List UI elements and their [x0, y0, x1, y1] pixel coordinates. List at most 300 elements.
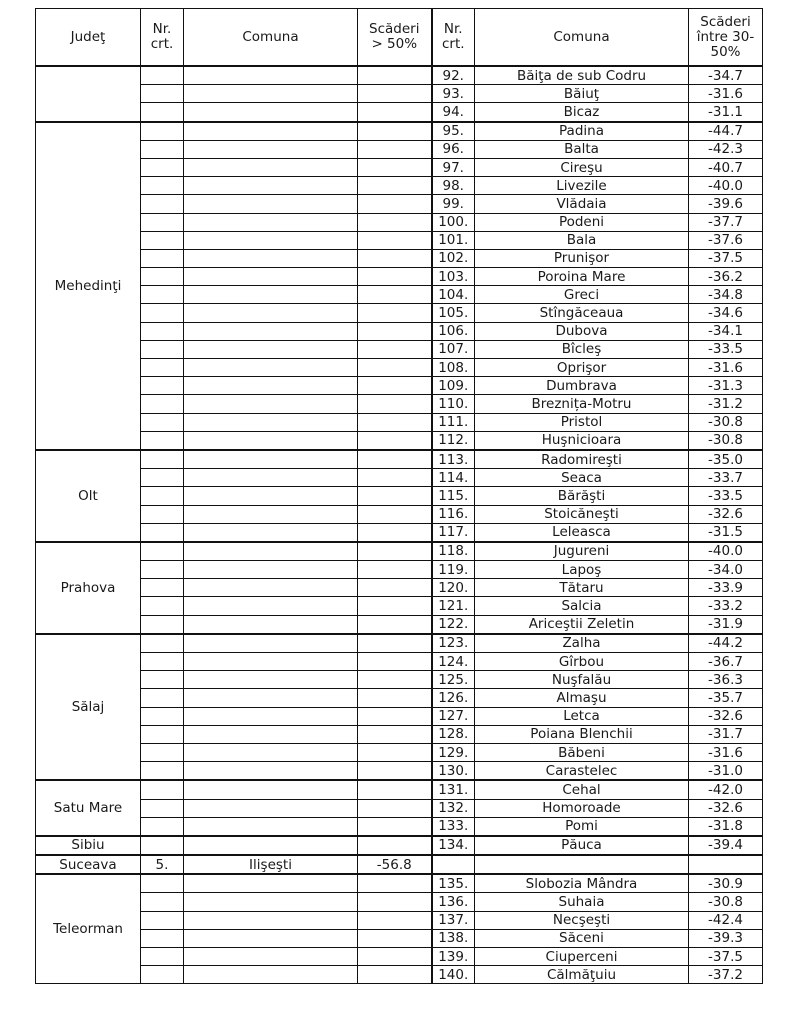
left-decrease-cell: [358, 542, 432, 561]
right-nr-cell: 126.: [432, 689, 475, 707]
table-row: [36, 122, 763, 141]
left-comuna-cell: [184, 653, 358, 671]
left-comuna-cell: [184, 948, 358, 966]
right-nr-cell: 129.: [432, 743, 475, 761]
left-comuna-cell: [184, 671, 358, 689]
left-decrease-cell: [358, 615, 432, 634]
right-nr-cell: 107.: [432, 340, 475, 358]
left-comuna-cell: [184, 817, 358, 836]
header-decrease-over-50: Scăderi > 50%: [358, 9, 432, 67]
left-decrease-cell: [358, 66, 432, 85]
right-comuna-cell: Seaca: [475, 469, 689, 487]
right-decrease-cell: -35.0: [689, 450, 763, 469]
right-comuna-cell: Cireşu: [475, 158, 689, 176]
right-nr-cell: 104.: [432, 286, 475, 304]
table-row: [36, 395, 763, 413]
right-decrease-cell: -34.1: [689, 322, 763, 340]
right-nr-cell: 121.: [432, 597, 475, 615]
right-nr-cell: 138.: [432, 929, 475, 947]
left-nr-cell: [141, 929, 184, 947]
left-comuna-cell: [184, 762, 358, 781]
left-comuna-cell: [184, 66, 358, 85]
left-decrease-cell: [358, 340, 432, 358]
right-nr-cell: 93.: [432, 85, 475, 103]
right-nr-cell: 114.: [432, 469, 475, 487]
right-comuna-cell: Carastelec: [475, 762, 689, 781]
left-comuna-cell: [184, 966, 358, 984]
right-decrease-cell: -31.6: [689, 85, 763, 103]
left-decrease-cell: [358, 231, 432, 249]
right-decrease-cell: [689, 855, 763, 874]
left-nr-cell: [141, 817, 184, 836]
right-comuna-cell: Greci: [475, 286, 689, 304]
left-decrease-cell: [358, 874, 432, 893]
left-comuna-cell: [184, 893, 358, 911]
left-nr-cell: [141, 836, 184, 855]
table-row: [36, 966, 763, 984]
left-nr-cell: [141, 874, 184, 893]
table-row: [36, 340, 763, 358]
left-nr-cell: [141, 597, 184, 615]
right-comuna-cell: Breznița-Motru: [475, 395, 689, 413]
right-nr-cell: 124.: [432, 653, 475, 671]
left-decrease-cell: [358, 523, 432, 542]
right-comuna-cell: Băiţa de sub Codru: [475, 66, 689, 85]
left-decrease-cell: [358, 450, 432, 469]
right-comuna-cell: Prunişor: [475, 249, 689, 267]
table-row: [36, 561, 763, 579]
left-nr-cell: [141, 725, 184, 743]
right-comuna-cell: Balta: [475, 140, 689, 158]
right-nr-cell: 108.: [432, 359, 475, 377]
left-comuna-cell: [184, 911, 358, 929]
right-nr-cell: 118.: [432, 542, 475, 561]
right-comuna-cell: Huşnicioara: [475, 431, 689, 450]
table-row: [36, 799, 763, 817]
left-nr-cell: [141, 780, 184, 799]
left-nr-cell: [141, 542, 184, 561]
left-comuna-cell: [184, 780, 358, 799]
left-nr-cell: [141, 743, 184, 761]
left-decrease-cell: [358, 836, 432, 855]
right-decrease-cell: -33.9: [689, 579, 763, 597]
table-row: [36, 85, 763, 103]
table-row: [36, 615, 763, 634]
right-comuna-cell: Stoicăneşti: [475, 505, 689, 523]
right-nr-cell: 100.: [432, 213, 475, 231]
right-decrease-cell: -40.7: [689, 158, 763, 176]
header-row: [36, 9, 763, 67]
table-row: [36, 213, 763, 231]
right-decrease-cell: -34.6: [689, 304, 763, 322]
left-decrease-cell: [358, 487, 432, 505]
right-nr-cell: 134.: [432, 836, 475, 855]
right-comuna-cell: Băiuţ: [475, 85, 689, 103]
left-nr-cell: [141, 799, 184, 817]
right-decrease-cell: -42.3: [689, 140, 763, 158]
left-decrease-cell: [358, 286, 432, 304]
right-nr-cell: 92.: [432, 66, 475, 85]
right-comuna-cell: Poroina Mare: [475, 268, 689, 286]
left-nr-cell: [141, 689, 184, 707]
left-decrease-cell: [358, 653, 432, 671]
right-nr-cell: 109.: [432, 377, 475, 395]
table-row: [36, 249, 763, 267]
table-row: [36, 505, 763, 523]
left-decrease-cell: [358, 762, 432, 781]
left-nr-cell: [141, 469, 184, 487]
right-nr-cell: 130.: [432, 762, 475, 781]
left-decrease-cell: [358, 304, 432, 322]
left-decrease-cell: [358, 249, 432, 267]
table-row: [36, 874, 763, 893]
right-decrease-cell: -33.7: [689, 469, 763, 487]
right-comuna-cell: Stîngăceaua: [475, 304, 689, 322]
right-nr-cell: 125.: [432, 671, 475, 689]
right-decrease-cell: -37.2: [689, 966, 763, 984]
right-nr-cell: 97.: [432, 158, 475, 176]
right-comuna-cell: Necşeşti: [475, 911, 689, 929]
left-nr-cell: [141, 66, 184, 85]
right-comuna-cell: Pristol: [475, 413, 689, 431]
right-nr-cell: 115.: [432, 487, 475, 505]
left-comuna-cell: [184, 268, 358, 286]
right-comuna-cell: Poiana Blenchii: [475, 725, 689, 743]
left-comuna-cell: [184, 359, 358, 377]
right-nr-cell: 112.: [432, 431, 475, 450]
right-nr-cell: 105.: [432, 304, 475, 322]
left-nr-cell: [141, 286, 184, 304]
left-nr-cell: [141, 85, 184, 103]
left-comuna-cell: [184, 377, 358, 395]
table-row: [36, 836, 763, 855]
right-comuna-cell: Vlădaia: [475, 195, 689, 213]
right-comuna-cell: Dumbrava: [475, 377, 689, 395]
table-row: [36, 762, 763, 781]
right-decrease-cell: -39.4: [689, 836, 763, 855]
right-decrease-cell: -30.8: [689, 413, 763, 431]
left-decrease-cell: [358, 195, 432, 213]
right-nr-cell: 127.: [432, 707, 475, 725]
right-nr-cell: 111.: [432, 413, 475, 431]
left-decrease-cell: [358, 671, 432, 689]
left-comuna-cell: [184, 122, 358, 141]
left-nr-cell: [141, 377, 184, 395]
left-nr-cell: [141, 122, 184, 141]
left-comuna-cell: [184, 743, 358, 761]
right-decrease-cell: -40.0: [689, 542, 763, 561]
right-comuna-cell: Nuşfalău: [475, 671, 689, 689]
county-cell: Mehedinţi: [36, 122, 141, 450]
left-comuna-cell: [184, 85, 358, 103]
left-comuna-cell: [184, 158, 358, 176]
right-nr-cell: 96.: [432, 140, 475, 158]
table-row: [36, 929, 763, 947]
right-nr-cell: 136.: [432, 893, 475, 911]
right-decrease-cell: -36.3: [689, 671, 763, 689]
left-decrease-cell: [358, 395, 432, 413]
table-body: [36, 66, 763, 984]
table-row: [36, 634, 763, 653]
left-comuna-cell: [184, 431, 358, 450]
right-decrease-cell: -31.6: [689, 743, 763, 761]
left-nr-cell: [141, 340, 184, 358]
right-decrease-cell: -30.9: [689, 874, 763, 893]
right-decrease-cell: -31.7: [689, 725, 763, 743]
right-nr-cell: 131.: [432, 780, 475, 799]
table-row: [36, 707, 763, 725]
right-decrease-cell: -44.7: [689, 122, 763, 141]
left-nr-cell: [141, 487, 184, 505]
left-decrease-cell: [358, 85, 432, 103]
left-decrease-cell: [358, 561, 432, 579]
table-row: [36, 377, 763, 395]
right-nr-cell: 120.: [432, 579, 475, 597]
left-nr-cell: [141, 195, 184, 213]
left-nr-cell: [141, 762, 184, 781]
table-row: [36, 671, 763, 689]
right-nr-cell: 117.: [432, 523, 475, 542]
left-comuna-cell: Ilişeşti: [184, 855, 358, 874]
right-comuna-cell: Bala: [475, 231, 689, 249]
left-decrease-cell: [358, 103, 432, 122]
table-row: [36, 743, 763, 761]
right-nr-cell: 135.: [432, 874, 475, 893]
left-nr-cell: [141, 231, 184, 249]
right-decrease-cell: -33.2: [689, 597, 763, 615]
left-comuna-cell: [184, 597, 358, 615]
right-decrease-cell: -33.5: [689, 487, 763, 505]
table-row: [36, 177, 763, 195]
right-comuna-cell: Letca: [475, 707, 689, 725]
left-nr-cell: [141, 177, 184, 195]
left-decrease-cell: [358, 431, 432, 450]
right-comuna-cell: Bicaz: [475, 103, 689, 122]
left-decrease-cell: [358, 929, 432, 947]
left-nr-cell: [141, 249, 184, 267]
right-nr-cell: 95.: [432, 122, 475, 141]
left-decrease-cell: [358, 799, 432, 817]
left-nr-cell: [141, 140, 184, 158]
right-nr-cell: 101.: [432, 231, 475, 249]
left-comuna-cell: [184, 615, 358, 634]
left-decrease-cell: [358, 966, 432, 984]
left-decrease-cell: [358, 689, 432, 707]
county-cell: [36, 66, 141, 122]
right-decrease-cell: -37.5: [689, 249, 763, 267]
left-nr-cell: [141, 268, 184, 286]
left-nr-cell: [141, 523, 184, 542]
left-comuna-cell: [184, 340, 358, 358]
left-decrease-cell: [358, 911, 432, 929]
table-row: [36, 579, 763, 597]
right-comuna-cell: Homoroade: [475, 799, 689, 817]
left-comuna-cell: [184, 707, 358, 725]
right-nr-cell: [432, 855, 475, 874]
right-nr-cell: 94.: [432, 103, 475, 122]
right-comuna-cell: Păuca: [475, 836, 689, 855]
table-row: [36, 689, 763, 707]
left-nr-cell: [141, 707, 184, 725]
county-cell: Teleorman: [36, 874, 141, 984]
county-cell: Satu Mare: [36, 780, 141, 836]
table-row: [36, 231, 763, 249]
left-comuna-cell: [184, 542, 358, 561]
left-comuna-cell: [184, 929, 358, 947]
table-row: [36, 359, 763, 377]
right-nr-cell: 116.: [432, 505, 475, 523]
table-row: [36, 893, 763, 911]
left-comuna-cell: [184, 249, 358, 267]
header-nr-left: Nr. crt.: [141, 9, 184, 67]
right-decrease-cell: -40.0: [689, 177, 763, 195]
right-comuna-cell: Podeni: [475, 213, 689, 231]
right-decrease-cell: -44.2: [689, 634, 763, 653]
table-row: [36, 780, 763, 799]
left-decrease-cell: [358, 505, 432, 523]
left-comuna-cell: [184, 195, 358, 213]
left-decrease-cell: [358, 817, 432, 836]
left-nr-cell: [141, 450, 184, 469]
left-nr-cell: [141, 948, 184, 966]
left-decrease-cell: [358, 268, 432, 286]
right-comuna-cell: Gîrbou: [475, 653, 689, 671]
right-decrease-cell: -34.0: [689, 561, 763, 579]
left-comuna-cell: [184, 505, 358, 523]
right-comuna-cell: Jugureni: [475, 542, 689, 561]
right-decrease-cell: -34.8: [689, 286, 763, 304]
table-row: [36, 322, 763, 340]
table-row: [36, 855, 763, 874]
table-row: [36, 431, 763, 450]
right-comuna-cell: Radomireşti: [475, 450, 689, 469]
left-comuna-cell: [184, 286, 358, 304]
left-nr-cell: [141, 359, 184, 377]
table-row: [36, 286, 763, 304]
left-comuna-cell: [184, 634, 358, 653]
left-comuna-cell: [184, 140, 358, 158]
right-comuna-cell: Salcia: [475, 597, 689, 615]
right-comuna-cell: Bîcleş: [475, 340, 689, 358]
table-row: [36, 653, 763, 671]
table-row: [36, 948, 763, 966]
left-comuna-cell: [184, 689, 358, 707]
right-decrease-cell: -42.0: [689, 780, 763, 799]
right-comuna-cell: Călmăţuiu: [475, 966, 689, 984]
right-nr-cell: 103.: [432, 268, 475, 286]
right-comuna-cell: Padina: [475, 122, 689, 141]
left-comuna-cell: [184, 322, 358, 340]
left-decrease-cell: [358, 948, 432, 966]
left-comuna-cell: [184, 469, 358, 487]
left-nr-cell: [141, 413, 184, 431]
right-decrease-cell: -39.3: [689, 929, 763, 947]
table-row: [36, 195, 763, 213]
left-nr-cell: [141, 322, 184, 340]
right-nr-cell: 123.: [432, 634, 475, 653]
right-nr-cell: 99.: [432, 195, 475, 213]
table-row: [36, 487, 763, 505]
table-row: [36, 66, 763, 85]
right-decrease-cell: -37.7: [689, 213, 763, 231]
left-nr-cell: [141, 213, 184, 231]
left-nr-cell: [141, 579, 184, 597]
left-comuna-cell: [184, 450, 358, 469]
right-comuna-cell: Almaşu: [475, 689, 689, 707]
right-nr-cell: 102.: [432, 249, 475, 267]
right-nr-cell: 106.: [432, 322, 475, 340]
table-row: [36, 140, 763, 158]
right-decrease-cell: -32.6: [689, 707, 763, 725]
table-row: [36, 597, 763, 615]
right-decrease-cell: -31.1: [689, 103, 763, 122]
county-cell: Sibiu: [36, 836, 141, 855]
left-comuna-cell: [184, 304, 358, 322]
right-comuna-cell: Cehal: [475, 780, 689, 799]
right-comuna-cell: Dubova: [475, 322, 689, 340]
table-row: [36, 413, 763, 431]
right-nr-cell: 137.: [432, 911, 475, 929]
table-row: [36, 450, 763, 469]
left-nr-cell: [141, 634, 184, 653]
left-nr-cell: [141, 966, 184, 984]
right-decrease-cell: -31.0: [689, 762, 763, 781]
left-comuna-cell: [184, 395, 358, 413]
left-decrease-cell: [358, 893, 432, 911]
left-decrease-cell: [358, 177, 432, 195]
left-decrease-cell: [358, 634, 432, 653]
table-row: [36, 542, 763, 561]
right-comuna-cell: Pomi: [475, 817, 689, 836]
right-comuna-cell: Leleasca: [475, 523, 689, 542]
county-cell: Sălaj: [36, 634, 141, 781]
right-decrease-cell: -31.5: [689, 523, 763, 542]
left-nr-cell: [141, 653, 184, 671]
left-comuna-cell: [184, 413, 358, 431]
table-row: [36, 158, 763, 176]
right-decrease-cell: -39.6: [689, 195, 763, 213]
right-decrease-cell: -36.2: [689, 268, 763, 286]
right-comuna-cell: Ariceştii Zeletin: [475, 615, 689, 634]
right-decrease-cell: -34.7: [689, 66, 763, 85]
left-decrease-cell: [358, 122, 432, 141]
table-row: [36, 725, 763, 743]
right-comuna-cell: Zalha: [475, 634, 689, 653]
header-decrease-30-50: Scăderi între 30- 50%: [689, 9, 763, 67]
table-row: [36, 103, 763, 122]
right-decrease-cell: -32.6: [689, 505, 763, 523]
left-comuna-cell: [184, 177, 358, 195]
table-row: [36, 469, 763, 487]
left-comuna-cell: [184, 725, 358, 743]
communes-decrease-table: [35, 8, 763, 984]
left-comuna-cell: [184, 487, 358, 505]
right-decrease-cell: -31.2: [689, 395, 763, 413]
left-decrease-cell: [358, 377, 432, 395]
table-row: [36, 268, 763, 286]
left-comuna-cell: [184, 799, 358, 817]
left-nr-cell: [141, 395, 184, 413]
right-nr-cell: 139.: [432, 948, 475, 966]
left-nr-cell: [141, 158, 184, 176]
table-row: [36, 817, 763, 836]
right-comuna-cell: [475, 855, 689, 874]
table-row: [36, 911, 763, 929]
left-decrease-cell: [358, 579, 432, 597]
right-decrease-cell: -31.3: [689, 377, 763, 395]
left-nr-cell: [141, 103, 184, 122]
left-nr-cell: [141, 505, 184, 523]
